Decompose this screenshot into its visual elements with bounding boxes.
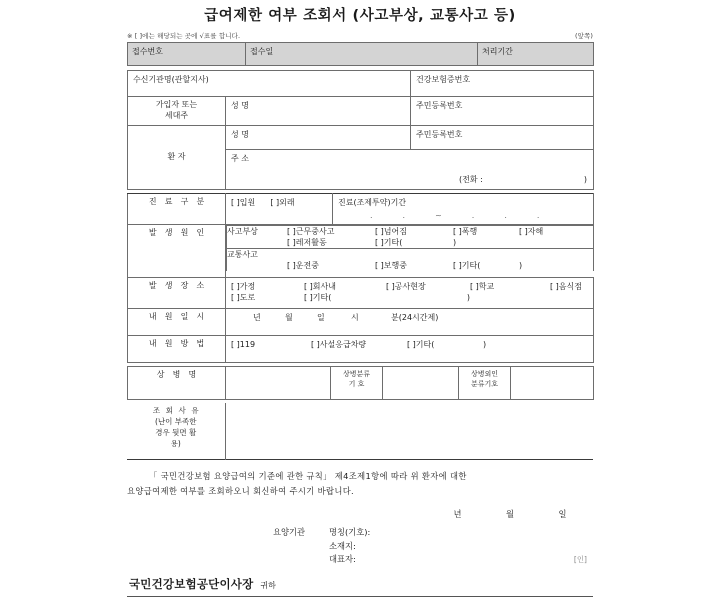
addressee-suffix: 귀하	[260, 580, 276, 590]
diagnosis-code-label-line2: 기 호	[348, 380, 365, 388]
signature-row-location	[127, 540, 593, 554]
accident-injury-header-row	[227, 226, 593, 237]
external-code-label	[459, 367, 511, 400]
statement-date-line	[127, 508, 593, 520]
period-dot-3: .	[471, 211, 475, 220]
patient-resident-no-cell[interactable]: 주민등록번호	[411, 126, 594, 150]
option-assault[interactable]: [ ]폭행	[453, 227, 478, 236]
visit-datetime-cell[interactable]	[226, 309, 594, 336]
statement-day[interactable]: 일	[558, 509, 567, 519]
receipt-no-header: 접수번호	[128, 43, 246, 66]
legal-statement	[127, 469, 593, 499]
option-other-place[interactable]: [ ]기타(	[304, 293, 332, 302]
location-field[interactable]: 소재지:	[329, 540, 356, 551]
option-private-ambulance[interactable]: [ ]사설응급차량	[311, 340, 367, 349]
table-row-traffic	[227, 249, 594, 272]
option-other-visit-method-close: )	[483, 340, 487, 349]
inquiry-reason-input[interactable]	[225, 403, 593, 460]
table-row-patient-name	[128, 126, 594, 150]
phone-line[interactable]	[231, 174, 593, 185]
option-other-visit-method[interactable]: [ ]기타(	[407, 340, 435, 349]
option-leisure[interactable]: [ ]레저활동	[287, 238, 327, 247]
note-line	[127, 31, 593, 40]
field-hour[interactable]: 시	[351, 313, 359, 322]
patient-name-cell[interactable]: 성 명	[226, 126, 411, 150]
option-restaurant[interactable]: [ ]음식점	[550, 282, 582, 291]
subscriber-label-line2: 세대주	[164, 111, 189, 120]
treatment-type-options[interactable]	[226, 194, 333, 225]
table-row-treatment-type	[128, 194, 594, 225]
field-year[interactable]: 년	[253, 313, 261, 322]
option-walking[interactable]: [ ]보행중	[375, 261, 407, 270]
page-marker: (앞쪽)	[574, 32, 593, 40]
inquiry-reason-label-line3: 경우 뒷면 활	[155, 428, 197, 437]
receipt-header-table	[127, 42, 594, 66]
field-day[interactable]: 일	[317, 313, 325, 322]
institution-name-field[interactable]: 명칭(기호):	[329, 527, 371, 537]
statement-month[interactable]: 월	[505, 509, 515, 519]
phone-close: )	[583, 174, 588, 184]
period-dot-1: .	[370, 211, 373, 220]
subscriber-label-line1: 가입자 또는	[155, 100, 198, 109]
receiver-org-cell[interactable]: 수신기관명(관할지사)	[128, 71, 411, 97]
external-code-value[interactable]	[511, 367, 594, 400]
statement-line-2: 요양급여제한 여부를 조회하오니 회신하여 주시기 바랍니다.	[127, 486, 355, 496]
diagnosis-code-label-line1: 상병분류	[342, 370, 371, 378]
table-row-receiver	[128, 71, 594, 97]
subscriber-resident-no-cell[interactable]: 주민등록번호	[411, 97, 594, 126]
traffic-options-row	[227, 260, 593, 271]
option-other-traffic[interactable]: [ ]기타(	[453, 261, 481, 270]
option-home[interactable]: [ ]가정	[231, 282, 256, 291]
phone-label: (전화 :	[458, 174, 483, 184]
period-dot-4: .	[504, 211, 507, 220]
cause-options-container	[226, 225, 594, 278]
place-label: 발 생 장 소	[128, 278, 226, 309]
option-outpatient[interactable]: [ ]외래	[270, 198, 295, 207]
table-row	[128, 43, 594, 66]
detail-table	[127, 193, 594, 363]
identification-table	[127, 70, 594, 190]
signature-row-institution	[127, 526, 593, 540]
addressee-block	[127, 576, 593, 592]
option-other-injury[interactable]: [ ]기타(	[375, 238, 403, 247]
option-driving[interactable]: [ ]운전중	[287, 261, 319, 270]
visit-method-label: 내 원 방 법	[128, 336, 226, 363]
option-fall[interactable]: [ ]넘어짐	[375, 227, 407, 236]
table-row-accident-injury	[227, 226, 594, 249]
diagnosis-code-label	[331, 367, 383, 400]
inquiry-reason-label-line1: 조 회 사 유	[152, 406, 201, 415]
diagnosis-name-label: 상 병 명	[128, 367, 226, 400]
option-construction-site[interactable]: [ ]공사현장	[386, 282, 426, 291]
table-row-inquiry-reason	[127, 403, 593, 460]
accident-injury-cell[interactable]	[227, 226, 594, 249]
option-self-harm[interactable]: [ ]자해	[519, 227, 544, 236]
subscriber-label	[128, 97, 226, 126]
option-inpatient[interactable]: [ ]입원	[231, 198, 256, 207]
option-other-place-close: )	[466, 293, 470, 302]
cause-subtable	[226, 225, 594, 271]
subscriber-name-cell[interactable]: 성 명	[226, 97, 411, 126]
bottom-rule	[127, 596, 593, 597]
statement-line-1: 「 국민건강보험 요양급여의 기준에 관한 규칙」 제4조제1항에 따라 위 환자에 대한	[149, 471, 467, 481]
visit-datetime-label: 내 원 일 시	[128, 309, 226, 336]
patient-address-cell[interactable]	[226, 149, 594, 190]
representative-field[interactable]: 대표자:	[329, 554, 356, 564]
table-row-patient-address	[128, 149, 594, 190]
treatment-type-label: 진 료 구 분	[128, 194, 226, 225]
option-other-traffic-close: )	[519, 261, 523, 270]
option-school[interactable]: [ ]학교	[470, 282, 495, 291]
process-period-header: 처리기간	[478, 43, 594, 66]
cause-label: 발 생 원 인	[128, 225, 226, 278]
visit-method-cell[interactable]	[226, 336, 594, 363]
external-code-label-line2: 분류기호	[470, 380, 499, 388]
diagnosis-name-value[interactable]	[226, 367, 331, 400]
inquiry-reason-table	[127, 403, 593, 460]
receipt-date-header: 접수일	[246, 43, 478, 66]
table-row-cause	[128, 225, 594, 278]
option-other-injury-close: )	[453, 238, 457, 247]
table-row-visit-datetime	[128, 309, 594, 336]
treatment-period-label: 진료(조제투약)기간	[338, 198, 407, 207]
option-road[interactable]: [ ]도로	[231, 293, 256, 302]
signature-block	[127, 526, 593, 567]
place-row-1	[231, 281, 593, 292]
table-row-subscriber	[128, 97, 594, 126]
accident-injury-second-row	[227, 237, 593, 248]
check-instruction-note: ※ [ ]에는 해당되는 곳에 √표를 합니다.	[127, 32, 241, 40]
place-options-cell[interactable]	[226, 278, 594, 309]
option-119[interactable]: [ ]119	[231, 340, 256, 349]
table-row-place	[128, 278, 594, 309]
statement-year[interactable]: 년	[453, 509, 462, 519]
form-document	[127, 0, 593, 597]
traffic-accident-cell[interactable]	[227, 249, 594, 272]
address-label: 주 소	[231, 153, 249, 163]
insurance-card-no-cell[interactable]: 건강보험증번호	[411, 71, 594, 97]
place-row-2	[231, 292, 593, 303]
signature-row-representative	[127, 553, 593, 567]
patient-label: 환 자	[128, 149, 226, 190]
page-title: 급여제한 여부 조회서 (사고부상, 교통사고 등)	[204, 8, 516, 24]
field-month[interactable]: 월	[285, 313, 293, 322]
external-code-label-line1: 상병외인	[470, 370, 499, 378]
inquiry-reason-label-line4: 용)	[170, 439, 181, 448]
seal-mark: [인]	[573, 555, 587, 564]
accident-injury-label: 사고부상	[227, 227, 258, 236]
diagnosis-table	[127, 366, 594, 400]
option-work-accident[interactable]: [ ]근무중사고	[287, 227, 335, 236]
inquiry-reason-label-line2: (난이 부족한	[154, 417, 197, 426]
visit-method-options	[231, 339, 593, 350]
institution-label: 요양기관	[273, 527, 306, 537]
period-tilde: ~	[435, 211, 442, 220]
period-dot-2: .	[402, 211, 406, 220]
inquiry-reason-label	[127, 403, 225, 460]
treatment-period-date-line[interactable]	[338, 211, 593, 220]
option-company[interactable]: [ ]회사내	[304, 282, 336, 291]
treatment-period-cell[interactable]	[333, 194, 594, 225]
traffic-accident-label: 교통사고	[227, 250, 258, 259]
traffic-label-row	[227, 249, 593, 260]
table-row-diagnosis	[128, 367, 594, 400]
field-minute[interactable]: 분(24시간제)	[391, 313, 439, 322]
visit-datetime-fields	[231, 312, 593, 323]
diagnosis-code-value[interactable]	[383, 367, 459, 400]
addressee-name: 국민건강보험공단이사장	[129, 576, 254, 591]
table-row-visit-method	[128, 336, 594, 363]
patient-label-spacer	[128, 126, 226, 150]
period-dot-5: .	[536, 211, 540, 220]
